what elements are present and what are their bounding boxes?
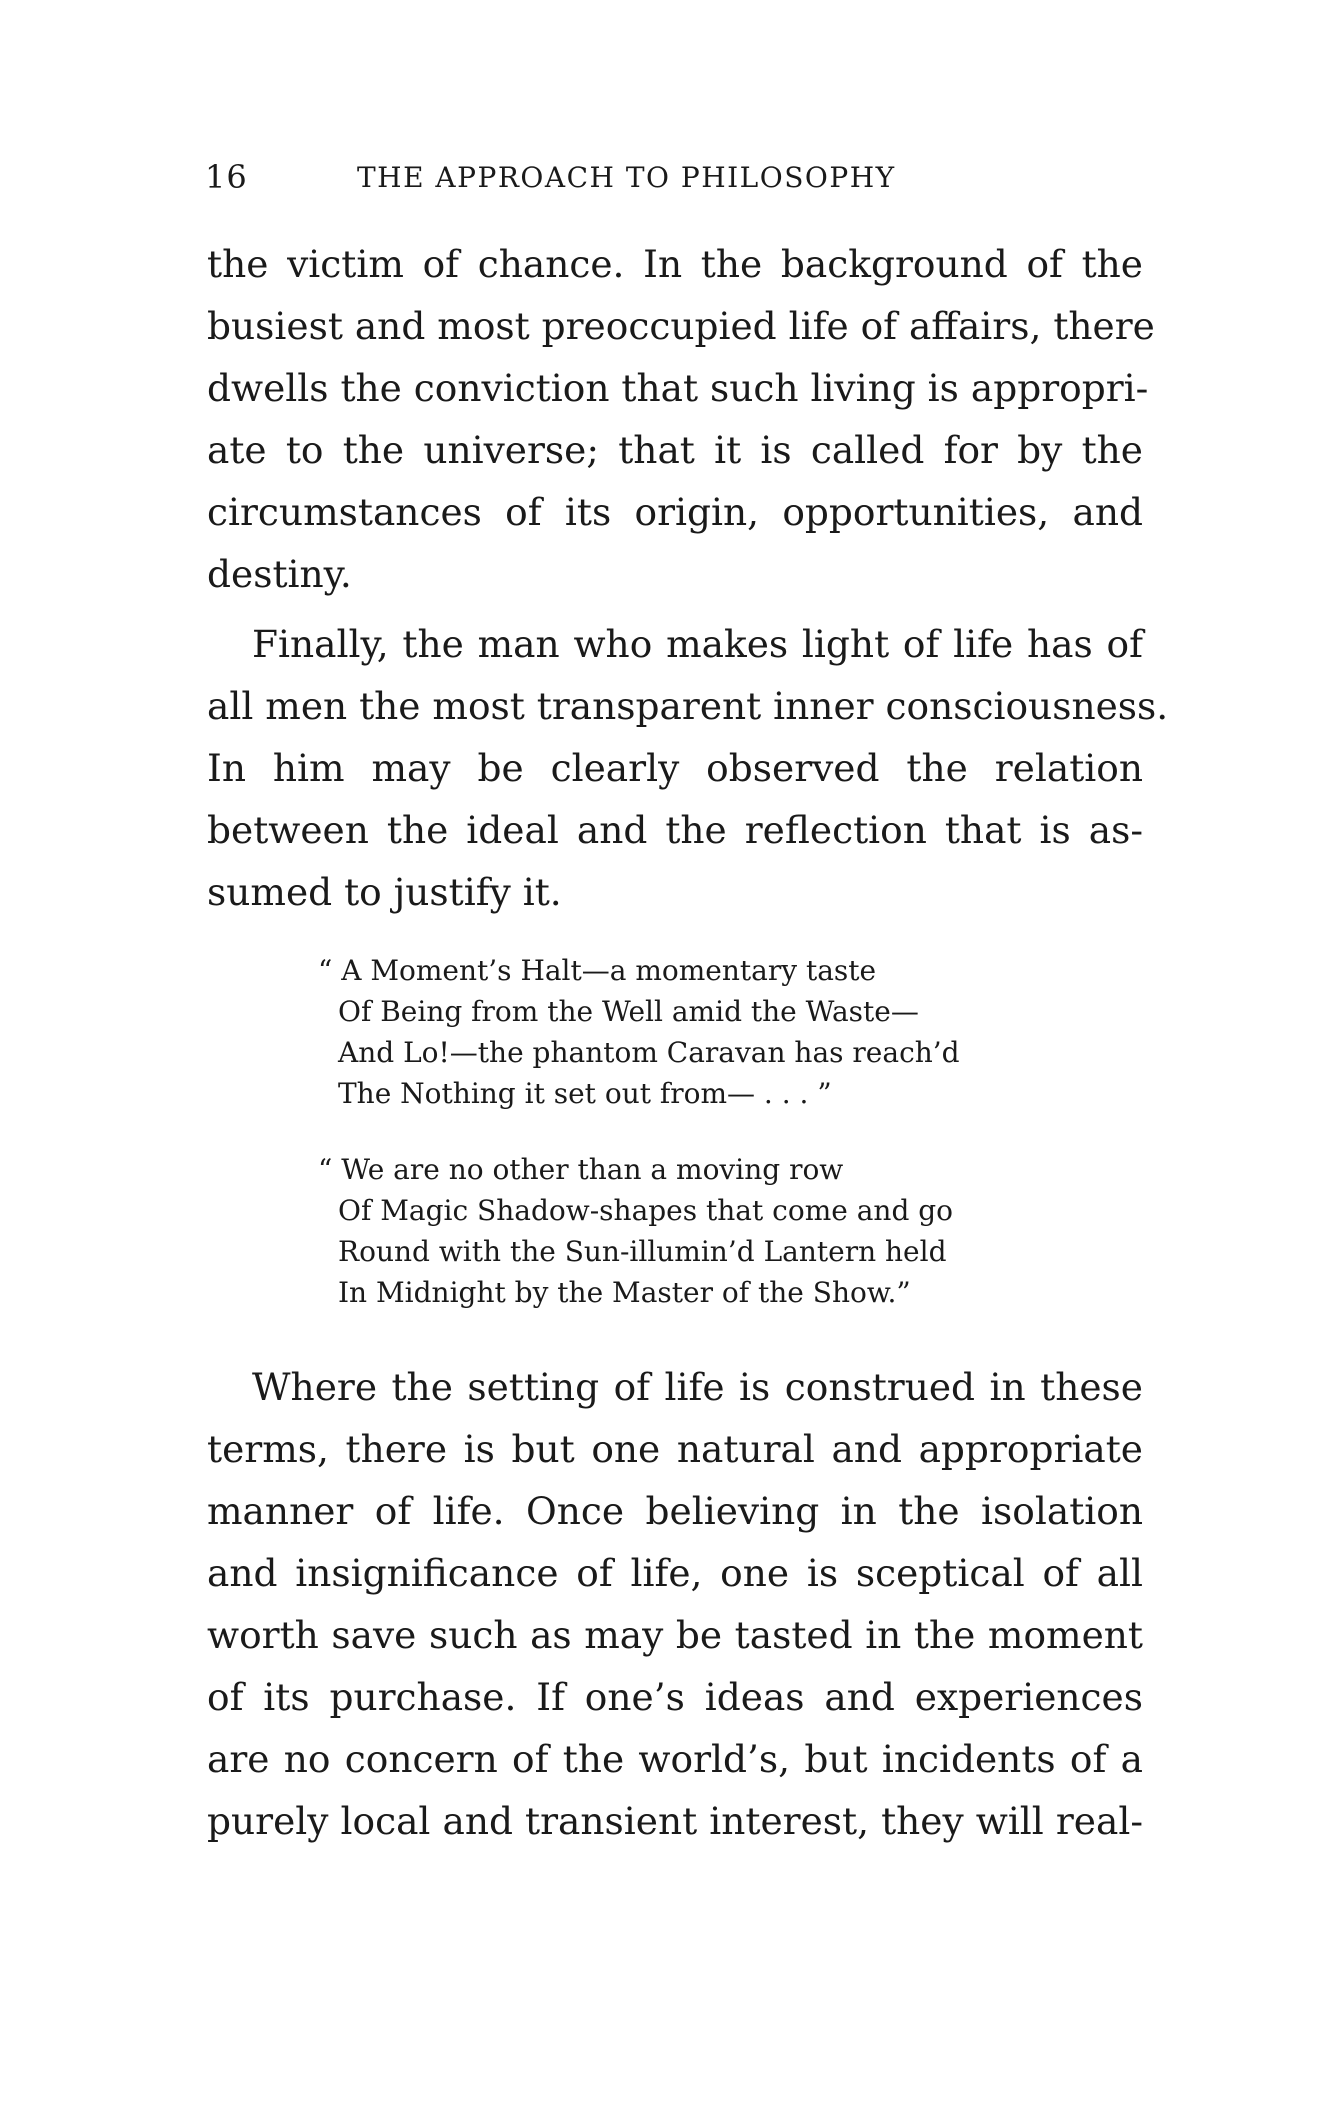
text-line: the victim of chance. In the background of the: [207, 242, 1143, 286]
text-line: ate to the universe; that it is called for by the: [207, 428, 1143, 472]
text-line: and insignificance of life, one is sceptical of all: [207, 1551, 1143, 1595]
text-line: all men the most transparent inner consciousness.: [207, 684, 1169, 728]
text-line: dwells the conviction that such living is appropri-: [207, 366, 1149, 410]
text-line: circumstances of its origin, opportunities, and: [207, 490, 1143, 534]
text-line: of its purchase. If one’s ideas and experiences: [207, 1675, 1143, 1719]
text-line: destiny.: [207, 552, 352, 596]
page-number: 16: [205, 158, 248, 196]
paragraph-continuation: [207, 233, 1155, 605]
verse-line: And Lo!—the phantom Caravan has reach’d: [338, 1036, 960, 1069]
verse-line: In Midnight by the Master of the Show.”: [338, 1276, 911, 1309]
running-head: THE APPROACH TO PHILOSOPHY: [357, 161, 896, 194]
verse-line: Of Being from the Well amid the Waste—: [338, 995, 919, 1028]
paragraph-where-the-setting: [207, 1356, 1143, 1852]
text-line: purely local and transient interest, they will real-: [207, 1799, 1143, 1843]
text-line: manner of life. Once believing in the isolation: [207, 1489, 1143, 1533]
verse-line: The Nothing it set out from— . . . ”: [338, 1077, 832, 1110]
quatrain-magic-shadow-shapes: [318, 1149, 954, 1313]
text-line: terms, there is but one natural and appropriate: [207, 1427, 1143, 1471]
text-line: busiest and most preoccupied life of affairs, there: [207, 304, 1155, 348]
quatrain-moments-halt: [318, 950, 960, 1114]
text-line: between the ideal and the reflection that is as-: [207, 808, 1143, 852]
text-line: Finally, the man who makes light of life has of: [252, 622, 1143, 666]
text-line: are no concern of the world’s, but incidents of a: [207, 1737, 1143, 1781]
paragraph-finally: [207, 613, 1169, 923]
text-line: sumed to justify it.: [207, 870, 562, 914]
verse-line: “ A Moment’s Halt—a momentary taste: [318, 954, 877, 987]
page-header: [205, 158, 1145, 208]
verse-line: Of Magic Shadow-shapes that come and go: [338, 1194, 954, 1227]
text-line: Where the setting of life is construed in these: [252, 1365, 1143, 1409]
text-line: worth save such as may be tasted in the moment: [207, 1613, 1143, 1657]
verse-line: “ We are no other than a moving row: [318, 1153, 844, 1186]
text-line: In him may be clearly observed the relation: [207, 746, 1143, 790]
verse-line: Round with the Sun-illumin’d Lantern held: [338, 1235, 947, 1268]
